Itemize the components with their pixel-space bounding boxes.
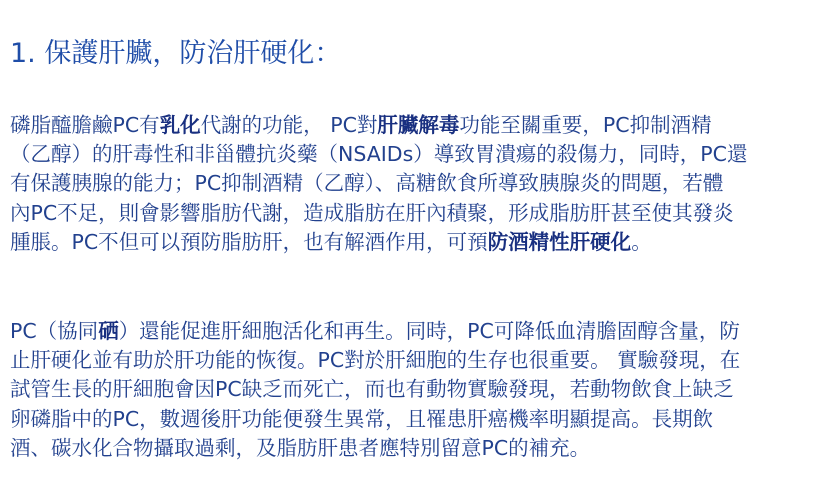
paragraph-line: [10, 228, 820, 257]
paragraph-line: （乙醇）的肝毒性和非甾體抗炎藥（NSAIDs）導致胃潰瘍的殺傷力，同時，PC還: [10, 142, 748, 167]
paragraph-line: 試管生長的肝細胞會因PC缺乏而死亡，而也有動物實驗發現，若動物飲食上缺乏: [10, 377, 734, 402]
paragraph-liver-regeneration: [10, 317, 820, 463]
bold-term-alcoholic-cirrhosis: 防酒精性肝硬化: [487, 229, 632, 254]
bold-term-liver-detox: 肝臟解毒: [377, 113, 460, 137]
text-run: 。: [631, 229, 652, 254]
bold-term-emulsify: 乳化: [159, 113, 201, 137]
section-heading: 1. 保護肝臟，防治肝硬化：: [10, 38, 342, 69]
bold-term-selenium: 硒: [98, 319, 119, 343]
text-run: 功能至關重要，PC抑制酒精: [459, 113, 712, 137]
paragraph-line: 卵磷脂中的PC，數週後肝功能便發生異常，且罹患肝癌機率明顯提高。長期飲: [10, 406, 714, 431]
paragraph-line: 有保護胰腺的能力；PC抑制酒精（乙醇）、高糖飲食所導致胰腺炎的問題，若體: [10, 171, 724, 196]
paragraph-line: [10, 317, 820, 346]
paragraph-line: 內PC不足，則會影響脂肪代謝，造成脂肪在肝內積聚，形成脂肪肝甚至使其發炎: [10, 200, 734, 225]
text-run: 代謝的功能， PC對: [200, 113, 378, 137]
text-run: 磷脂醯膽鹼PC有: [10, 113, 160, 137]
paragraph-line: 止肝硬化並有助於肝功能的恢復。PC對於肝細胞的生存也很重要。 實驗發現，在: [10, 348, 741, 373]
paragraph-line: [10, 111, 820, 140]
paragraph-liver-detox: [10, 111, 820, 257]
paragraph-line: 酒、碳水化合物攝取過剩，及脂肪肝患者應特別留意PC的補充。: [10, 435, 591, 460]
text-run: PC（協同: [10, 319, 99, 343]
text-run: 腫脹。PC不但可以預防脂肪肝，也有解酒作用，可預: [10, 229, 488, 254]
text-run: ）還能促進肝細胞活化和再生。同時，PC可降低血清膽固醇含量，防: [118, 319, 740, 343]
